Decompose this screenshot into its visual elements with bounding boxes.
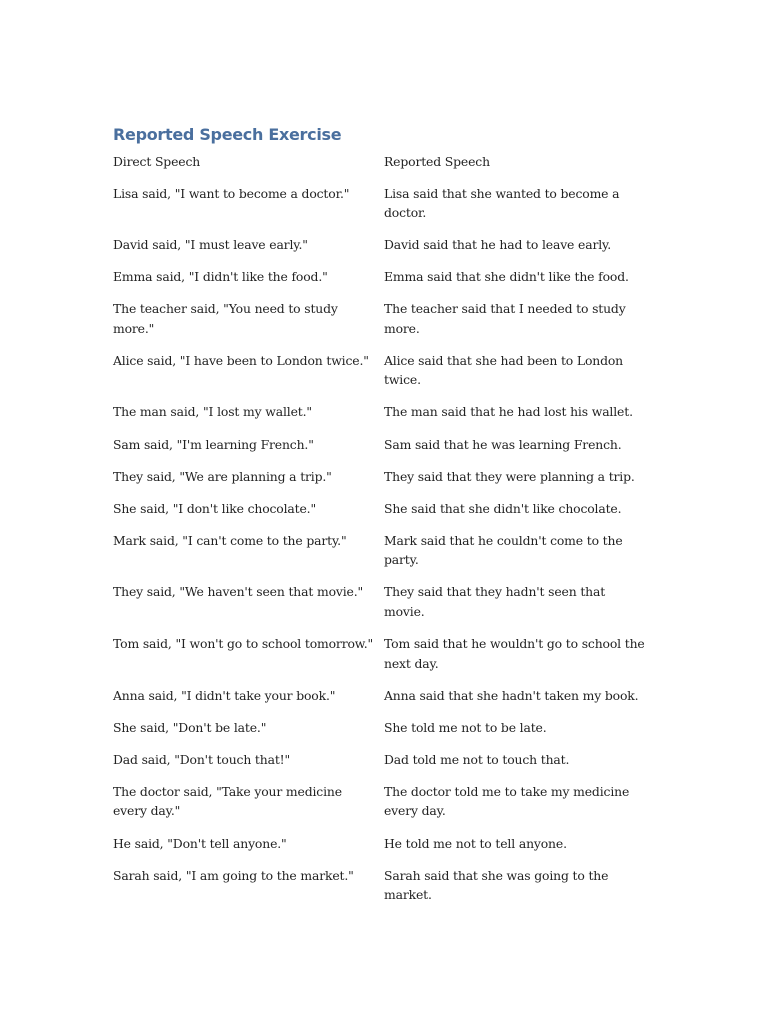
- table-row: [113, 718, 653, 750]
- direct-speech-cell: Sam said, "I'm learning French.": [113, 436, 314, 452]
- reported-speech-cell: Emma said that she didn't like the food.: [384, 269, 629, 285]
- table-row: [113, 634, 653, 686]
- reported-speech-cell: The doctor told me to take my medicine every day.: [384, 783, 630, 819]
- reported-speech-cell: He told me not to tell anyone.: [384, 835, 567, 851]
- table-header-row: [113, 152, 653, 184]
- reported-speech-cell: Mark said that he couldn't come to the party.: [384, 532, 623, 568]
- table-row: [113, 267, 653, 299]
- direct-speech-cell: Lisa said, "I want to become a doctor.": [113, 185, 350, 201]
- table-row: [113, 467, 653, 499]
- table-row: [113, 686, 653, 718]
- reported-speech-cell: The man said that he had lost his wallet.: [384, 404, 633, 420]
- direct-speech-cell: He said, "Don't tell anyone.": [113, 835, 287, 851]
- direct-speech-cell: Anna said, "I didn't take your book.": [113, 687, 336, 703]
- reported-speech-cell: Tom said that he wouldn't go to school the next day.: [384, 636, 645, 671]
- document-title: Reported Speech Exercise: [113, 125, 342, 144]
- speech-table: [113, 152, 653, 917]
- reported-speech-cell: Anna said that she hadn't taken my book.: [384, 687, 639, 703]
- table-row: [113, 834, 653, 866]
- direct-speech-cell: Mark said, "I can't come to the party.": [113, 532, 347, 548]
- reported-speech-cell: They said that they were planning a trip.: [384, 468, 635, 484]
- reported-speech-cell: Alice said that she had been to London twice.: [384, 352, 624, 388]
- table-row: [113, 435, 653, 467]
- table-row: [113, 235, 653, 267]
- header-direct-speech: Direct Speech: [113, 154, 201, 169]
- reported-speech-cell: Lisa said that she wanted to become a doctor.: [384, 185, 620, 220]
- table-row: [113, 402, 653, 434]
- header-reported-speech: Reported Speech: [384, 154, 490, 169]
- direct-speech-cell: Tom said, "I won't go to school tomorrow.": [113, 636, 374, 652]
- direct-speech-cell: Alice said, "I have been to London twice.": [113, 352, 369, 368]
- table-row: [113, 582, 653, 634]
- reported-speech-cell: Dad told me not to touch that.: [384, 751, 570, 767]
- reported-speech-cell: The teacher said that I needed to study more.: [384, 301, 626, 336]
- document-page: [113, 124, 653, 917]
- table-row: [113, 184, 653, 236]
- table-row: [113, 866, 653, 918]
- direct-speech-cell: They said, "We are planning a trip.": [113, 468, 332, 484]
- table-row: [113, 750, 653, 782]
- direct-speech-cell: She said, "Don't be late.": [113, 719, 267, 735]
- direct-speech-cell: They said, "We haven't seen that movie.": [113, 584, 364, 600]
- table-row: [113, 299, 653, 351]
- reported-speech-cell: David said that he had to leave early.: [384, 237, 612, 253]
- reported-speech-cell: Sarah said that she was going to the market.: [384, 867, 609, 903]
- table-row: [113, 782, 653, 834]
- table-row: [113, 531, 653, 583]
- direct-speech-cell: David said, "I must leave early.": [113, 237, 308, 253]
- table-row: [113, 499, 653, 531]
- direct-speech-cell: The doctor said, "Take your medicine every day.": [113, 783, 342, 819]
- direct-speech-cell: Dad said, "Don't touch that!": [113, 751, 291, 767]
- direct-speech-cell: Sarah said, "I am going to the market.": [113, 867, 354, 883]
- direct-speech-cell: Emma said, "I didn't like the food.": [113, 269, 328, 285]
- reported-speech-cell: She told me not to be late.: [384, 719, 547, 735]
- reported-speech-cell: They said that they hadn't seen that movie.: [384, 584, 606, 619]
- direct-speech-cell: The man said, "I lost my wallet.": [113, 404, 312, 420]
- direct-speech-cell: She said, "I don't like chocolate.": [113, 500, 317, 516]
- reported-speech-cell: She said that she didn't like chocolate.: [384, 500, 622, 516]
- table-row: [113, 351, 653, 403]
- reported-speech-cell: Sam said that he was learning French.: [384, 436, 622, 452]
- direct-speech-cell: The teacher said, "You need to study more.": [113, 301, 338, 336]
